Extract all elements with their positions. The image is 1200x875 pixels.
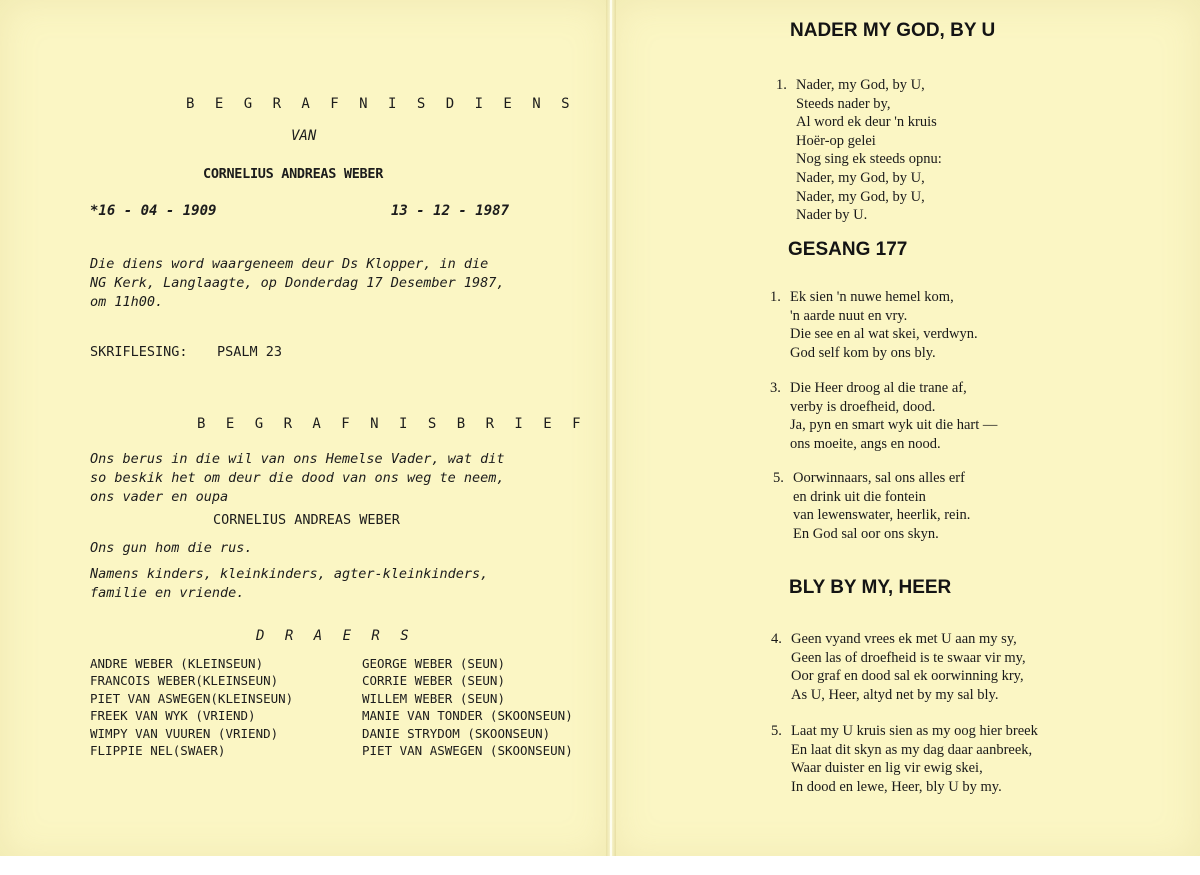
bottom-margin: [0, 856, 1200, 875]
verse-line: Nader by U.: [796, 207, 868, 224]
death-date: 13 - 12 - 1987: [391, 203, 510, 219]
bearers-title: D R A E R S: [256, 628, 415, 644]
hymn-verse: [776, 76, 942, 225]
verse-line: Ek sien 'n nuwe hemel kom,: [790, 289, 954, 305]
verse-number: 1.: [776, 77, 787, 93]
service-line: NG Kerk, Langlaagte, op Donderdag 17 Desember 1987,: [90, 275, 505, 291]
bearer-name: GEORGE WEBER (SEUN): [362, 656, 505, 671]
family-line: Namens kinders, kleinkinders, agter-kleinkinders,: [90, 566, 489, 582]
bearer-name: ANDRE WEBER (KLEINSEUN): [90, 656, 264, 671]
verse-number: 5.: [771, 723, 782, 739]
verse-number: 5.: [773, 470, 784, 486]
bearer-name: WIMPY VAN VUUREN (VRIEND): [90, 725, 279, 741]
service-title: B E G R A F N I S D I E N S: [186, 96, 576, 112]
verse-line: ons moeite, angs en nood.: [790, 435, 941, 452]
scripture-label: SKRIFLESING:: [90, 344, 188, 360]
letter-name: CORNELIUS ANDREAS WEBER: [213, 512, 400, 528]
verse-line: Nader, my God, by U,: [796, 169, 925, 186]
verse-line: Hoër-op gelei: [796, 132, 876, 149]
page-fold: [606, 0, 616, 860]
hymn-verse: [770, 379, 997, 453]
bearer-name: WILLEM WEBER (SEUN): [362, 690, 505, 706]
bearer-name: FLIPPIE NEL(SWAER): [90, 743, 226, 759]
verse-number: 3.: [770, 380, 781, 396]
bearer-name: PIET VAN ASWEGEN (SKOONSEUN): [362, 743, 573, 759]
verse-line: As U, Heer, altyd net by my sal bly.: [791, 686, 999, 703]
verse-line: Nader, my God, by U,: [796, 188, 925, 205]
verse-line: En God sal oor ons skyn.: [793, 525, 939, 542]
hymn-verse: [773, 469, 970, 543]
family-line: familie en vriende.: [90, 585, 245, 601]
verse-line: Al word ek deur 'n kruis: [796, 114, 937, 131]
bearer-name: MANIE VAN TONDER (SKOONSEUN): [362, 708, 573, 724]
scripture-value: PSALM 23: [217, 344, 283, 360]
verse-line: en drink uit die fontein: [793, 488, 926, 505]
rest-line: Ons gun hom die rus.: [90, 540, 253, 556]
verse-line: Steeds nader by,: [796, 95, 891, 112]
verse-line: God self kom by ons bly.: [790, 344, 936, 361]
verse-line: van lewenswater, heerlik, rein.: [793, 507, 971, 524]
van-label: VAN: [291, 128, 317, 144]
verse-number: 4.: [771, 631, 782, 647]
verse-line: Oor graf en dood sal ek oorwinning kry,: [791, 668, 1024, 685]
bearer-name: CORRIE WEBER (SEUN): [362, 673, 505, 689]
verse-line: Geen las of droefheid is te swaar vir my,: [791, 649, 1026, 666]
hymn-verse: [771, 722, 1038, 796]
bearer-name: PIET VAN ASWEGEN(KLEINSEUN): [90, 690, 294, 706]
letter-title: B E G R A F N I S B R I E F: [197, 416, 587, 432]
birth-date: *16 - 04 - 1909: [90, 203, 217, 219]
verse-line: En laat dit skyn as my dag daar aanbreek,: [791, 741, 1033, 758]
verse-line: Waar duister en lig vir ewig skei,: [791, 760, 983, 777]
verse-line: 'n aarde nuut en vry.: [790, 307, 908, 324]
verse-line: Die Heer droog al die trane af,: [790, 380, 967, 396]
verse-line: Oorwinnaars, sal ons alles erf: [793, 470, 965, 486]
hymn-verse: [771, 630, 1026, 704]
hymn-title-gesang: GESANG 177: [788, 239, 908, 260]
verse-number: 1.: [770, 289, 781, 305]
service-line: om 11h00.: [90, 294, 164, 310]
letter-line: so beskik het om deur die dood van ons weg te neem,: [90, 470, 505, 486]
letter-body: [90, 450, 505, 507]
service-line: Die diens word waargeneem deur Ds Klopper, in die: [90, 256, 489, 272]
letter-line: Ons berus in die wil van ons Hemelse Vader, wat dit: [90, 451, 505, 467]
bearer-name: DANIE STRYDOM (SKOONSEUN): [362, 725, 551, 741]
bearers-right-column: [362, 655, 573, 759]
hymn-title-nader: NADER MY GOD, BY U: [790, 20, 996, 41]
bearer-name: FRANCOIS WEBER(KLEINSEUN): [90, 673, 279, 689]
verse-line: Geen vyand vrees ek met U aan my sy,: [791, 631, 1017, 647]
hymn-verse: [770, 288, 978, 362]
verse-line: verby is droefheid, dood.: [790, 398, 936, 415]
verse-line: In dood en lewe, Heer, bly U by my.: [791, 778, 1002, 795]
bearer-name: FREEK VAN WYK (VRIEND): [90, 708, 256, 724]
hymn-title-bly: BLY BY MY, HEER: [789, 577, 952, 598]
verse-line: Laat my U kruis sien as my oog hier breek: [791, 723, 1038, 739]
verse-line: Nader, my God, by U,: [796, 77, 925, 93]
deceased-name: CORNELIUS ANDREAS WEBER: [203, 166, 384, 182]
verse-line: Ja, pyn en smart wyk uit die hart —: [790, 417, 998, 434]
service-details: [90, 255, 505, 312]
verse-line: Die see en al wat skei, verdwyn.: [790, 326, 978, 343]
verse-line: Nog sing ek steeds opnu:: [796, 151, 942, 168]
letter-line: ons vader en oupa: [90, 489, 229, 505]
family-signoff: [90, 565, 488, 603]
bearers-left-column: [90, 655, 293, 759]
